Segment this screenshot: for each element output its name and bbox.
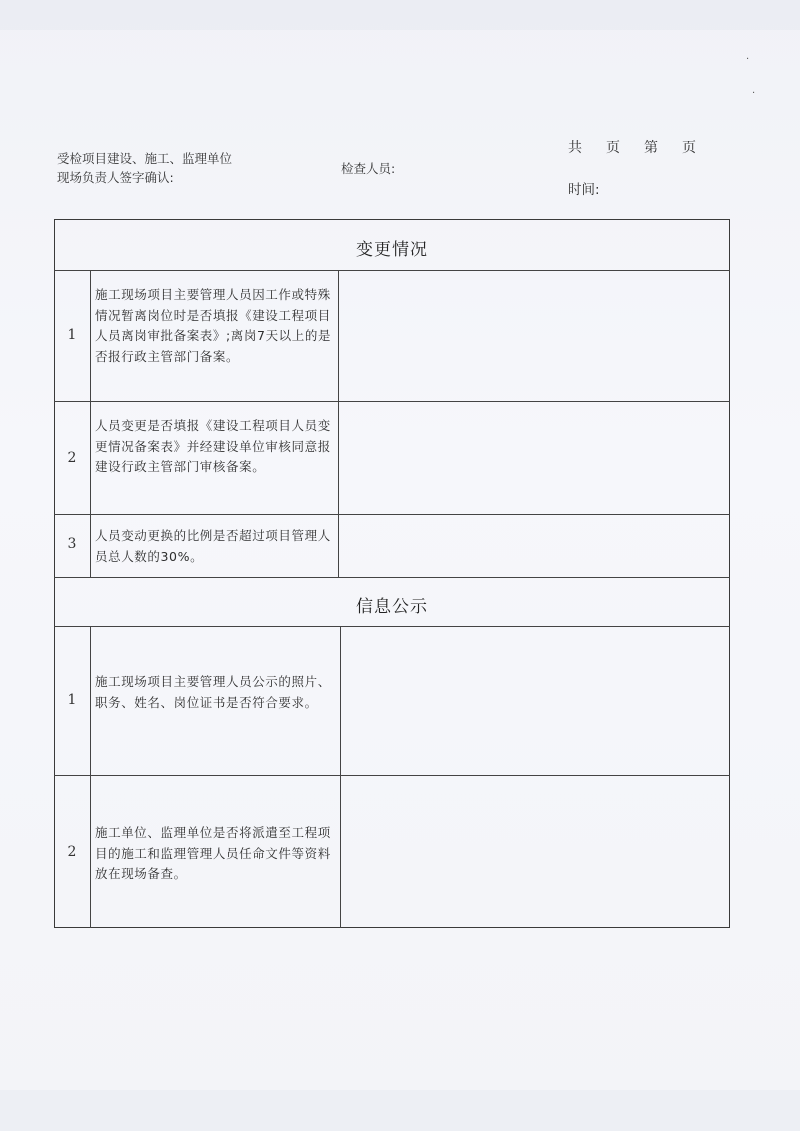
scan-speck: · [746,54,750,65]
scan-shadow-top [0,0,800,30]
check-item-text: 施工现场项目主要管理人员公示的照片、职务、姓名、岗位证书是否符合要求。 [95,674,331,710]
result-cell[interactable] [340,516,728,576]
row-number: 1 [67,692,77,708]
unit-signature-label [57,149,232,187]
section-title-disclosure: 信息公示 [356,597,428,617]
inspector-label: 检查人员: [341,161,396,176]
result-cell[interactable] [340,272,728,400]
unit-signature-line2: 现场负责人签字确认: [57,170,174,185]
page-index-label: 第 [644,140,659,156]
page-unit-label: 页 [606,140,621,156]
result-cell[interactable] [342,628,728,774]
page-count [568,137,697,157]
row-number: 2 [67,844,77,860]
scan-speck: · [752,88,756,99]
row-number: 2 [67,450,77,466]
time-label: 时间: [568,182,600,198]
check-item-text: 施工单位、监理单位是否将派遣至工程项目的施工和监理管理人员任命文件等资料放在现场备查。 [95,825,331,881]
result-cell[interactable] [342,777,728,926]
table-col-rule [90,626,91,928]
section-title-changes: 变更情况 [356,240,428,260]
row-number: 3 [67,536,77,552]
table-rule [54,577,730,578]
unit-signature-line1: 受检项目建设、施工、监理单位 [57,151,233,166]
check-item-text: 人员变更是否填报《建设工程项目人员变更情况备案表》并经建设单位审核同意报建设行政主管部门审核备案。 [95,418,331,474]
page-unit-label-2: 页 [682,140,697,156]
result-cell[interactable] [340,403,728,513]
check-item-text: 施工现场项目主要管理人员因工作或特殊情况暂离岗位时是否填报《建设工程项目人员离岗审批备案表》;离岗7天以上的是否报行政主管部门备案。 [95,287,332,364]
scan-shadow-bottom [0,1090,800,1131]
row-number: 1 [67,327,77,343]
table-col-rule [90,270,91,577]
check-item-text: 人员变动更换的比例是否超过项目管理人员总人数的30%。 [95,528,331,564]
page-total-label: 共 [568,140,583,156]
